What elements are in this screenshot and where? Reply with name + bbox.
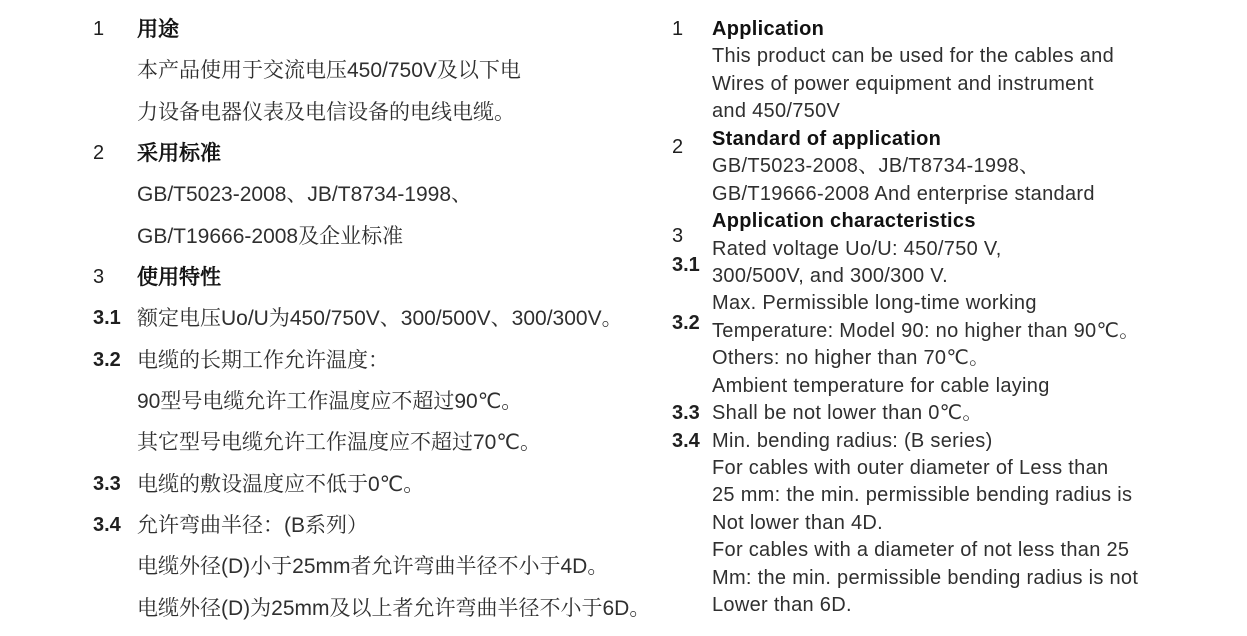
- doc-line: [93, 588, 693, 629]
- body-text: GB/T5023-2008、JB/T8734-1998、: [712, 155, 1040, 178]
- body-text: 300/500V, and 300/300 V.: [712, 264, 948, 287]
- section-number: [93, 50, 137, 91]
- body-text: Temperature: Model 90: no higher than 90℃。: [712, 319, 1140, 342]
- doc-line: [93, 381, 693, 422]
- body-text: Wires of power equipment and instrument: [712, 72, 1094, 95]
- doc-line: [93, 257, 693, 298]
- body-text: GB/T19666-2008及企业标准: [137, 224, 404, 248]
- section-number: [93, 92, 137, 133]
- body-text: Shall be not lower than 0℃。: [712, 402, 983, 425]
- doc-line: [93, 505, 693, 546]
- body-text: 力设备电器仪表及电信设备的电线电缆。: [137, 100, 515, 124]
- body-text: GB/T19666-2008 And enterprise standard: [712, 182, 1095, 205]
- section-number: [93, 588, 137, 629]
- section-number: [93, 174, 137, 215]
- section-heading: 使用特性: [137, 266, 221, 290]
- body-text: This product can be used for the cables and: [712, 45, 1115, 68]
- body-text: Lower than 6D.: [712, 594, 852, 617]
- body-text: Rated voltage Uo/U: 450/750 V,: [712, 237, 1002, 260]
- chinese-column: [93, 9, 693, 629]
- section-number: [93, 216, 137, 257]
- section-number: [93, 546, 137, 587]
- body-text: Others: no higher than 70℃。: [712, 347, 990, 370]
- body-text: Not lower than 4D.: [712, 511, 884, 534]
- section-number: 3.1: [93, 307, 121, 330]
- body-text: 本产品使用于交流电压450/750V及以下电: [137, 59, 521, 83]
- body-text: GB/T5023-2008、JB/T8734-1998、: [137, 183, 473, 207]
- section-number: 3.1: [672, 254, 700, 276]
- body-text: 电缆的敷设温度应不低于0℃。: [137, 472, 425, 496]
- doc-line: [93, 216, 693, 257]
- section-number: [93, 422, 137, 463]
- doc-line: [93, 92, 693, 133]
- body-text: 其它型号电缆允许工作温度应不超过70℃。: [137, 431, 541, 455]
- section-number: 2: [93, 142, 105, 165]
- section-heading: Application characteristics: [712, 210, 976, 233]
- doc-line: [93, 422, 693, 463]
- body-text: Min. bending radius: (B series): [712, 429, 993, 452]
- section-number: 1: [672, 18, 684, 40]
- section-number: [93, 381, 137, 422]
- body-text: 额定电压Uo/U为450/750V、300/500V、300/300V。: [137, 307, 623, 331]
- section-number: 3.2: [93, 348, 121, 371]
- body-text: 90型号电缆允许工作温度应不超过90℃。: [137, 390, 523, 414]
- doc-line: [93, 174, 693, 215]
- section-number: 3.3: [93, 472, 121, 495]
- section-number: 2: [672, 136, 684, 158]
- section-number: 3: [672, 225, 684, 247]
- body-text: 电缆的长期工作允许温度：: [137, 348, 389, 372]
- section-heading: 采用标准: [137, 142, 221, 166]
- doc-line: [93, 9, 693, 50]
- doc-line: [93, 340, 693, 381]
- body-text: 电缆外径(D)为25mm及以上者允许弯曲半径不小于6D。: [137, 596, 651, 620]
- body-text: 电缆外径(D)小于25mm者允许弯曲半径不小于4D。: [137, 555, 609, 579]
- section-number: 3.4: [672, 430, 700, 452]
- body-text: Mm: the min. permissible bending radius is not: [712, 566, 1139, 589]
- doc-line: [93, 50, 693, 91]
- body-text: For cables with a diameter of not less than 25: [712, 539, 1130, 562]
- english-text-block: [712, 16, 1232, 620]
- section-heading: Standard of application: [712, 127, 942, 150]
- section-heading: 用途: [137, 18, 179, 41]
- doc-line: [93, 298, 693, 339]
- body-text: and 450/750V: [712, 100, 841, 123]
- body-text: Max. Permissible long-time working: [712, 292, 1037, 315]
- body-text: Ambient temperature for cable laying: [712, 374, 1050, 397]
- body-text: For cables with outer diameter of Less than: [712, 457, 1109, 479]
- body-text: 允许弯曲半径：(B系列）: [137, 514, 368, 538]
- section-heading: Application: [712, 18, 825, 40]
- section-number: 3.3: [672, 402, 700, 424]
- doc-line: [93, 546, 693, 587]
- english-column: [672, 16, 1232, 620]
- doc-line: [93, 133, 693, 174]
- section-number: 3: [93, 266, 105, 289]
- section-number: 3.4: [93, 514, 121, 537]
- body-text: 25 mm: the min. permissible bending radius is: [712, 484, 1133, 507]
- section-number: 1: [93, 18, 105, 40]
- doc-line: [93, 464, 693, 505]
- section-number: 3.2: [672, 312, 700, 334]
